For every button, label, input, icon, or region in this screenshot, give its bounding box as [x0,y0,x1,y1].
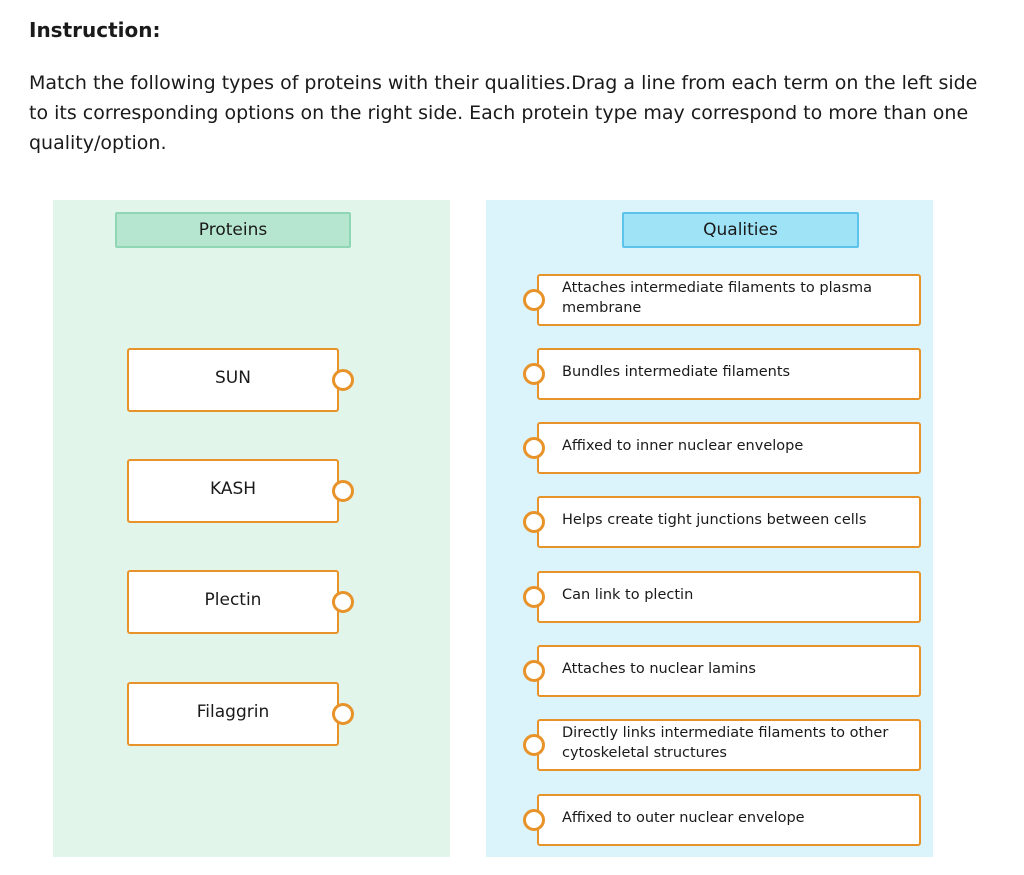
quality-card[interactable] [537,794,921,846]
quality-label: Attaches to nuclear lamins [562,661,756,677]
connector-handle[interactable] [523,289,545,311]
protein-label: KASH [209,479,257,499]
quality-label: Affixed to outer nuclear envelope [562,810,805,826]
protein-label: Plectin [204,590,262,610]
instruction-text: Match the following types of proteins with their qualities.Drag a line from each term on the left side to its corresponding options on the right side. Each protein type may correspond to more than one quality/option. [29,72,978,154]
quality-label: Can link to plectin [562,587,694,603]
connector-handle[interactable] [523,511,545,533]
quality-label: Helps create tight junctions between cells [562,512,867,528]
connector-handle[interactable] [332,703,354,725]
quality-card[interactable] [537,645,921,697]
quality-card[interactable] [537,719,921,771]
instruction-heading: Instruction: [29,18,161,42]
connector-handle[interactable] [523,363,545,385]
protein-card-plectin[interactable] [127,570,339,634]
qualities-column-title: Qualities [622,212,859,248]
quality-card[interactable] [537,422,921,474]
proteins-panel [53,200,450,857]
quality-label: Affixed to inner nuclear envelope [562,438,804,454]
quality-label: Attaches intermediate filaments to plasma membrane [562,280,873,316]
connector-handle[interactable] [332,480,354,502]
quality-label: Directly links intermediate filaments to other cytoskeletal structures [562,725,889,761]
protein-card-filaggrin[interactable] [127,682,339,746]
quality-card[interactable] [537,348,921,400]
connector-handle[interactable] [523,809,545,831]
quality-card[interactable] [537,496,921,548]
protein-label: Filaggrin [196,702,270,722]
protein-label: SUN [215,368,251,388]
connector-handle[interactable] [523,437,545,459]
connector-handle[interactable] [523,734,545,756]
quality-card[interactable] [537,571,921,623]
quality-label: Bundles intermediate filaments [562,364,791,380]
connector-handle[interactable] [332,591,354,613]
protein-card-kash[interactable] [127,459,339,523]
protein-card-sun[interactable] [127,348,339,412]
quality-card[interactable] [537,274,921,326]
connector-handle[interactable] [332,369,354,391]
connector-handle[interactable] [523,586,545,608]
proteins-column-title: Proteins [115,212,351,248]
connector-handle[interactable] [523,660,545,682]
